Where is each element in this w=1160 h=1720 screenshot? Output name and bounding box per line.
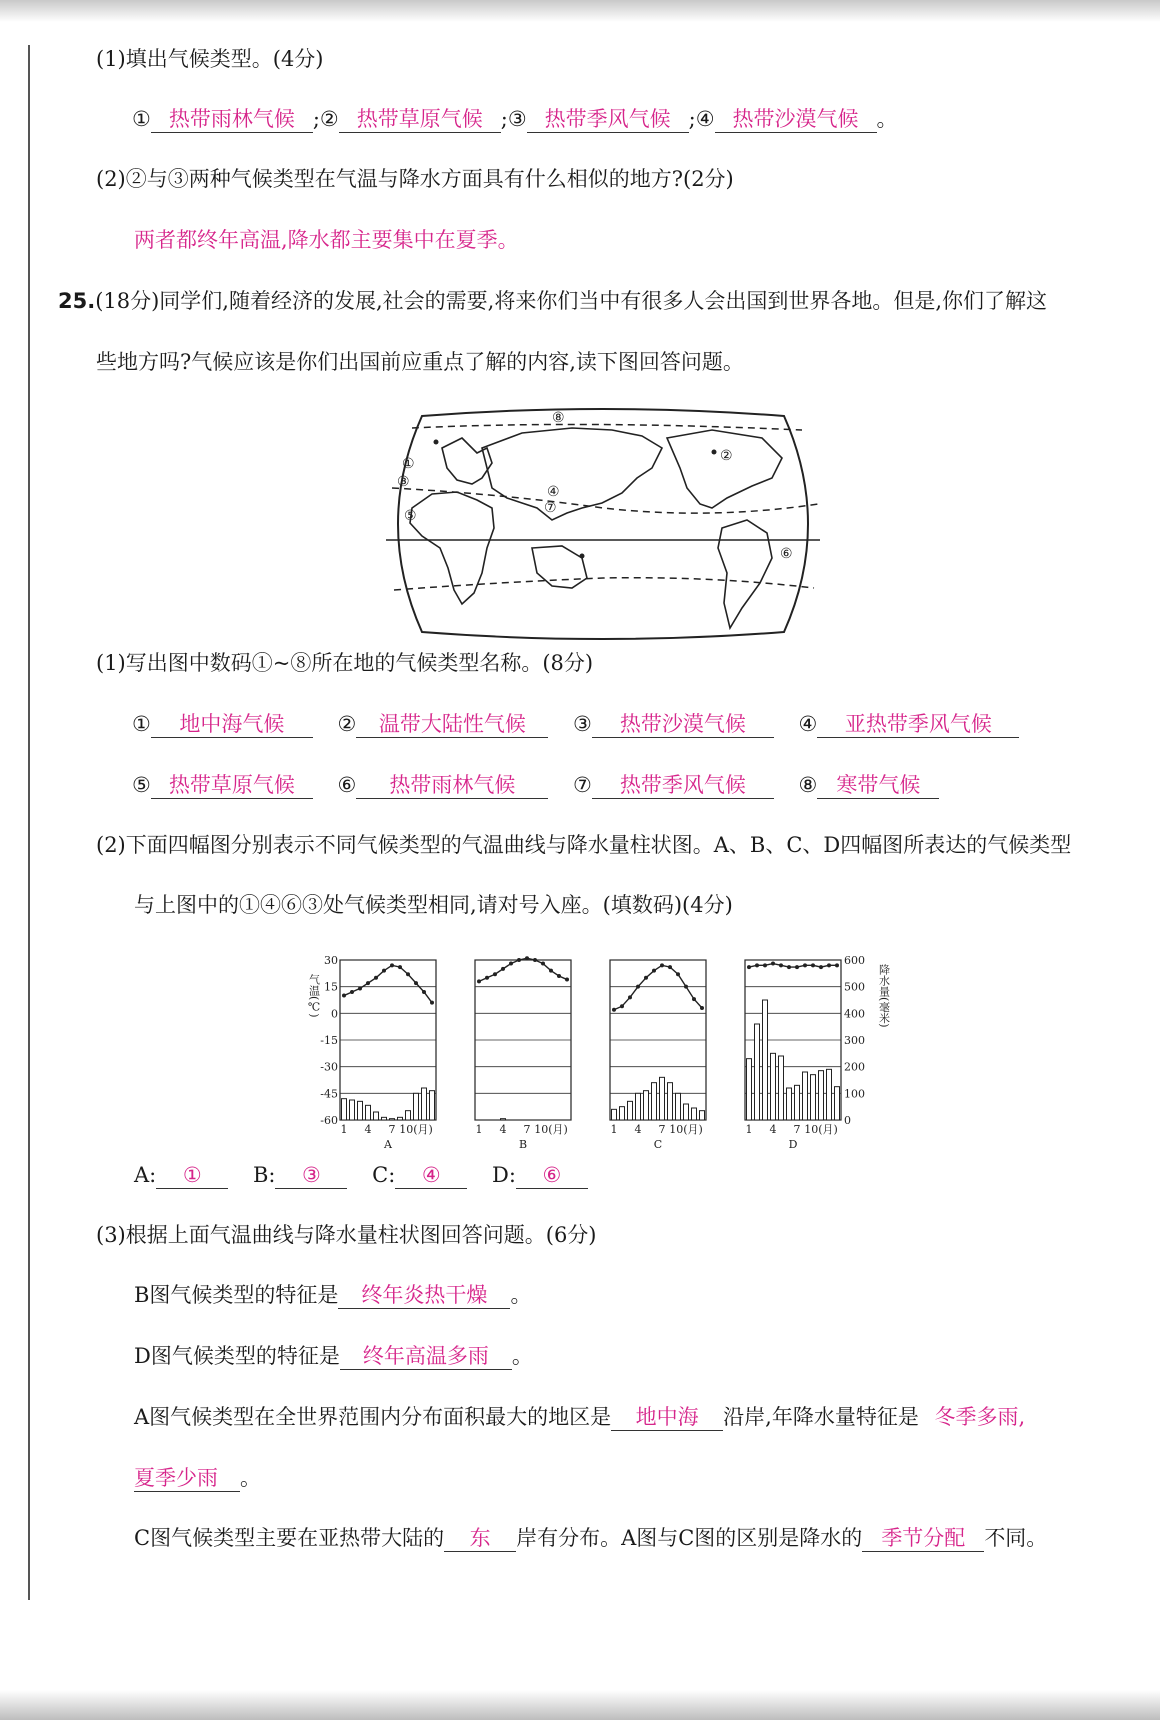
q25-part3-b: B图气候类型的特征是 终年炎热干燥 。: [134, 1283, 532, 1307]
temperature-point: [787, 965, 791, 969]
precip-bar: [620, 1107, 625, 1120]
precip-bar: [835, 1087, 840, 1120]
temperature-point: [422, 990, 426, 994]
x-tick-label: 7: [388, 1123, 396, 1136]
precip-bar: [342, 1099, 347, 1120]
temperature-point: [350, 990, 354, 994]
answer-blank: 夏季少雨: [134, 1465, 240, 1492]
q25-part3-prompt: (3)根据上面气温曲线与降水量柱状图回答问题。(6分): [96, 1223, 597, 1247]
precip-tick-label: 600: [844, 954, 865, 967]
right-axis-label: 降水量(毫米): [877, 964, 891, 1028]
svg-text:⑥: ⑥: [780, 546, 793, 562]
temperature-point: [485, 976, 489, 980]
temperature-point: [549, 969, 553, 973]
temperature-point: [406, 972, 410, 976]
temperature-point: [835, 963, 839, 967]
temperature-point: [374, 976, 378, 980]
x-tick-label: 4: [499, 1123, 507, 1136]
precip-bar: [390, 1119, 395, 1120]
margin-rule: [28, 45, 30, 1600]
temperature-point: [533, 958, 537, 962]
temperature-curve: [344, 965, 432, 1002]
temperature-point: [763, 963, 767, 967]
temperature-point: [565, 978, 569, 982]
temperature-point: [517, 958, 521, 962]
temperature-point: [414, 981, 418, 985]
temp-tick-label: 15: [324, 980, 338, 994]
precip-bar: [803, 1072, 808, 1120]
temperature-point: [803, 963, 807, 967]
temperature-curve: [614, 965, 702, 1009]
precip-bar: [652, 1083, 657, 1120]
answer-blank: 地中海: [611, 1404, 723, 1431]
australia-outline: [532, 546, 587, 588]
precip-bar: [668, 1083, 673, 1120]
temperature-point: [644, 976, 648, 980]
answer-blank: 热带雨林气候: [356, 772, 548, 799]
temperature-point: [509, 962, 513, 966]
x-tick-label: 7: [658, 1123, 666, 1136]
precip-bar: [787, 1088, 792, 1120]
answer-blank: 寒带气候: [817, 772, 939, 799]
precip-bar: [350, 1100, 355, 1120]
precip-tick-label: 0: [844, 1114, 851, 1127]
precip-bar: [430, 1091, 435, 1120]
temperature-point: [620, 1004, 624, 1008]
world-map: [382, 408, 824, 640]
temperature-point: [628, 995, 632, 999]
x-tick-label: 7: [793, 1123, 801, 1136]
answer-blank: ③: [275, 1162, 347, 1189]
temperature-curve: [749, 964, 837, 968]
x-tick-label: 7: [523, 1123, 531, 1136]
temperature-point: [342, 994, 346, 998]
q25-part2-answers: A: ① B: ③ C: ④ D: ⑥: [134, 1160, 588, 1190]
precip-bar: [827, 1069, 832, 1120]
precip-bar: [406, 1111, 411, 1120]
precip-bar: [660, 1077, 665, 1120]
temperature-point: [819, 965, 823, 969]
precip-bar: [763, 1000, 768, 1120]
temperature-point: [795, 965, 799, 969]
precip-bar: [644, 1091, 649, 1120]
temperature-point: [557, 974, 561, 978]
q24-part1-answers: ① 热带雨林气候 ;② 热带草原气候 ;③ 热带季风气候 ;④ 热带沙漠气候 。: [132, 107, 898, 131]
q25-intro-line2: 些地方吗?气候应该是你们出国前应重点了解的内容,读下图回答问题。: [96, 350, 744, 374]
x-tick-label: 10(月): [534, 1123, 568, 1136]
north-america-outline: [667, 430, 782, 508]
answer-blank: ①: [156, 1162, 228, 1189]
answer-blank: 温带大陆性气候: [356, 711, 548, 738]
precip-tick-label: 500: [844, 980, 865, 994]
temperature-point: [684, 985, 688, 989]
panel-label: D: [788, 1138, 798, 1151]
temperature-point: [366, 981, 370, 985]
precip-bar: [819, 1071, 824, 1120]
precip-bar: [374, 1112, 379, 1120]
temperature-point: [700, 1006, 704, 1010]
temperature-curve: [479, 958, 567, 981]
answer-blank: 热带季风气候: [527, 106, 689, 133]
svg-text:⑤: ⑤: [404, 508, 417, 524]
answer-blank: 季节分配: [862, 1525, 984, 1552]
precip-bar: [422, 1088, 427, 1120]
answer-blank: 终年炎热干燥: [338, 1282, 510, 1309]
panel-label: B: [518, 1138, 528, 1151]
precip-bar: [811, 1075, 816, 1120]
q25-part3-c: C图气候类型主要在亚热带大陆的 东 岸有分布。A图与C图的区别是降水的 季节分配 不同。: [134, 1526, 1048, 1550]
temp-tick-label: -30: [320, 1060, 338, 1074]
temperature-point: [747, 965, 751, 969]
panel-label: A: [384, 1138, 392, 1151]
x-tick-label: 4: [769, 1123, 777, 1136]
temperature-point: [636, 985, 640, 989]
q25-part3-a: A图气候类型在全世界范围内分布面积最大的地区是 地中海 沿岸,年降水量特征是 冬季多雨,: [134, 1402, 1041, 1432]
temperature-point: [811, 963, 815, 967]
tropic-of-capricorn: [394, 578, 814, 590]
answer-blank: 热带沙漠气候: [592, 711, 774, 738]
temperature-point: [827, 963, 831, 967]
temp-tick-label: 30: [324, 954, 338, 967]
temperature-point: [612, 1008, 616, 1012]
answer-blank: 东: [444, 1525, 516, 1552]
temperature-point: [477, 979, 481, 983]
q25-part1-answers-row1: ① 地中海气候 ② 温带大陆性气候 ③ 热带沙漠气候 ④ 亚热带季风气候: [132, 709, 1019, 739]
temperature-point: [779, 963, 783, 967]
precip-bar: [398, 1117, 403, 1120]
x-tick-label: 10(月): [669, 1123, 703, 1136]
asia-outline: [482, 428, 662, 520]
precip-tick-label: 300: [844, 1034, 865, 1047]
svg-text:③: ③: [397, 474, 410, 490]
x-tick-label: 4: [364, 1123, 372, 1136]
temp-tick-label: 0: [331, 1007, 338, 1021]
temperature-point: [390, 963, 394, 967]
precip-bar: [636, 1093, 641, 1120]
question-number: 25.: [58, 289, 96, 313]
q25-part3-a-cont: 夏季少雨 。: [134, 1466, 261, 1490]
panel-label: C: [653, 1138, 663, 1151]
temperature-point: [398, 965, 402, 969]
temperature-point: [652, 969, 656, 973]
precip-bar: [358, 1101, 363, 1120]
answer-blank: 热带沙漠气候: [715, 106, 877, 133]
svg-text:①: ①: [402, 456, 415, 472]
precip-tick-label: 400: [844, 1007, 865, 1021]
precip-bar: [501, 1119, 506, 1120]
q25-part2-prompt-line1: (2)下面四幅图分别表示不同气候类型的气温曲线与降水量柱状图。A、B、C、D四幅图所表达的气候类型: [96, 833, 1072, 857]
temperature-point: [771, 962, 775, 966]
temperature-point: [660, 963, 664, 967]
temp-tick-label: -15: [320, 1034, 338, 1047]
left-axis-label: 气温(℃): [307, 974, 321, 1018]
page-bottom-shadow: [0, 1690, 1160, 1720]
precip-bar: [779, 1056, 784, 1120]
q25-intro-line1: 25.(18分)同学们,随着经济的发展,社会的需要,将来你们当中有很多人会出国到世界各地。但是,你们了解这: [58, 289, 1048, 313]
x-tick-label: 10(月): [399, 1123, 433, 1136]
answer-blank: ⑥: [516, 1162, 588, 1189]
temp-tick-label: -45: [320, 1087, 338, 1101]
south-america-outline: [718, 520, 772, 628]
temperature-point: [358, 986, 362, 990]
q24-part2-prompt: (2)②与③两种气候类型在气温与降水方面具有什么相似的地方?(2分): [96, 167, 734, 191]
precip-bar: [771, 1053, 776, 1120]
precip-bar: [676, 1093, 681, 1120]
q25-part3-d: D图气候类型的特征是 终年高温多雨 。: [134, 1344, 533, 1368]
temperature-point: [676, 972, 680, 976]
temperature-point: [755, 963, 759, 967]
svg-text:④: ④: [547, 484, 560, 500]
svg-text:②: ②: [720, 448, 733, 464]
q25-part1-answers-row2: ⑤ 热带草原气候 ⑥ 热带雨林气候 ⑦ 热带季风气候 ⑧ 寒带气候: [132, 770, 939, 800]
x-tick-label: 10(月): [804, 1123, 838, 1136]
temperature-point: [382, 969, 386, 973]
answer-blank: 亚热带季风气候: [817, 711, 1019, 738]
q25-part2-prompt-line2: 与上图中的①④⑥③处气候类型相同,请对号入座。(填数码)(4分): [134, 893, 733, 917]
precip-bar: [612, 1109, 617, 1120]
q24-part1-prompt: (1)填出气候类型。(4分): [96, 47, 324, 71]
precip-bar: [755, 1024, 760, 1120]
precip-bar: [628, 1101, 633, 1120]
temperature-point: [501, 967, 505, 971]
temperature-point: [525, 956, 529, 960]
x-tick-label: 1: [745, 1123, 753, 1136]
x-tick-label: 1: [475, 1123, 483, 1136]
answer-blank: 热带草原气候: [151, 772, 313, 799]
map-frame: [398, 409, 808, 639]
answer-blank: 热带雨林气候: [151, 106, 313, 133]
q25-part1-prompt: (1)写出图中数码①~⑧所在地的气候类型名称。(8分): [96, 651, 594, 675]
precip-tick-label: 200: [844, 1060, 865, 1074]
precip-bar: [692, 1108, 697, 1120]
temperature-point: [668, 965, 672, 969]
q24-part2-answer: 两者都终年高温,降水都主要集中在夏季。: [134, 228, 519, 252]
precip-bar: [414, 1093, 419, 1120]
temperature-point: [692, 997, 696, 1001]
precip-bar: [382, 1117, 387, 1120]
climate-charts: [307, 950, 900, 1151]
page-top-shadow: [0, 0, 1160, 22]
x-tick-label: 1: [610, 1123, 618, 1136]
precip-bar: [795, 1085, 800, 1120]
answer-blank: 终年高温多雨: [340, 1343, 512, 1370]
temp-tick-label: -60: [320, 1114, 338, 1127]
temperature-point: [541, 962, 545, 966]
answer-blank: 热带季风气候: [592, 772, 774, 799]
svg-text:⑧: ⑧: [552, 410, 565, 426]
answer-blank: ④: [395, 1162, 467, 1189]
precip-bar: [684, 1104, 689, 1120]
answer-blank: 冬季多雨,: [934, 1405, 1026, 1429]
answer-blank: 地中海气候: [151, 711, 313, 738]
x-tick-label: 4: [634, 1123, 642, 1136]
precip-bar: [700, 1111, 705, 1120]
x-tick-label: 1: [340, 1123, 348, 1136]
precip-bar: [366, 1105, 371, 1120]
svg-text:⑦: ⑦: [544, 500, 557, 516]
precip-bar: [747, 1059, 752, 1120]
answer-blank: 热带草原气候: [339, 106, 501, 133]
precip-tick-label: 100: [844, 1087, 865, 1101]
temperature-point: [430, 1001, 434, 1005]
temperature-point: [493, 972, 497, 976]
